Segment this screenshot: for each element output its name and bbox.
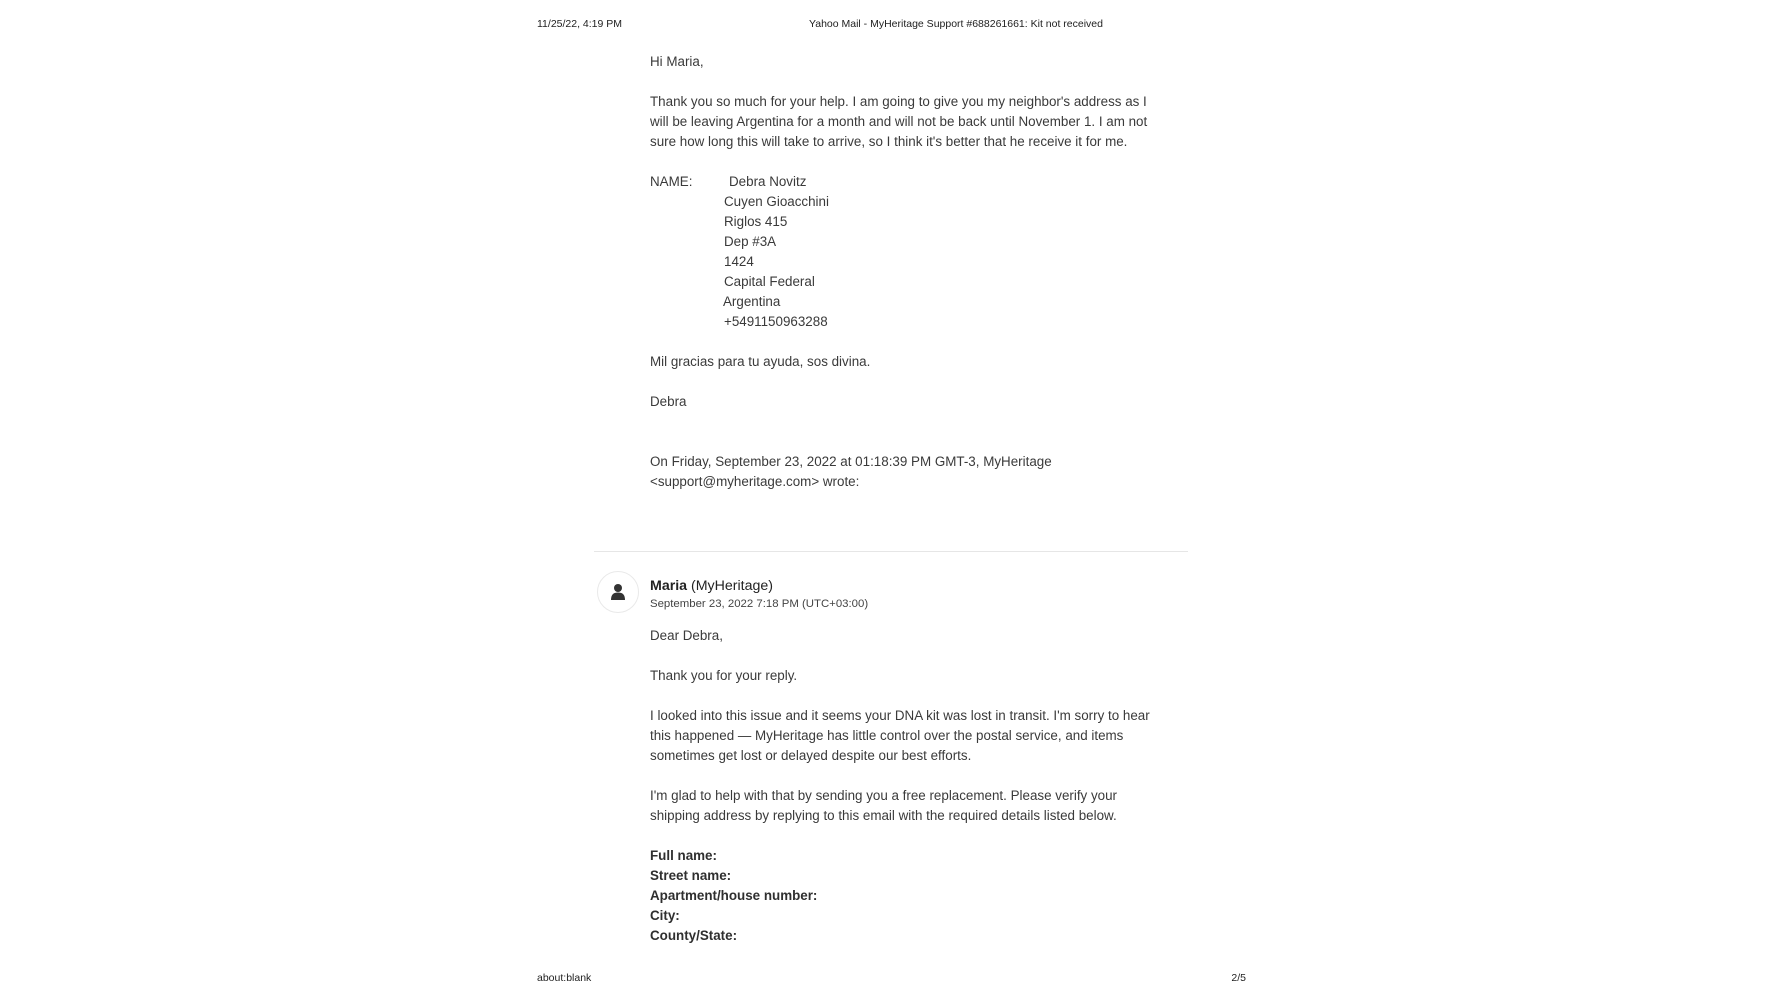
required-field-label: City: <box>650 908 680 923</box>
support-paragraph: Thank you for your reply. <box>650 668 798 683</box>
address-row <box>650 272 1190 292</box>
required-field-label: Street name: <box>650 868 732 883</box>
address-row <box>650 172 1190 192</box>
required-field-label: Apartment/house number: <box>650 888 818 903</box>
address-line: +5491150963288 <box>724 314 828 329</box>
user-icon <box>610 583 626 601</box>
message-divider <box>594 551 1188 552</box>
reply-paragraph-line: will be leaving Argentina for a month and will not be back until November 1. I am not <box>650 114 1148 129</box>
avatar <box>597 571 639 613</box>
support-paragraph-line: this happened — MyHeritage has little control over the postal service, and items <box>650 728 1124 743</box>
address-row <box>650 212 1190 232</box>
print-header <box>537 18 1246 32</box>
reply-message <box>650 52 1190 492</box>
print-url: about:blank <box>537 972 592 984</box>
address-line: Argentina <box>723 294 781 309</box>
print-footer <box>537 972 1246 986</box>
message-date: September 23, 2022 7:18 PM (UTC+03:00) <box>650 598 869 610</box>
address-line: Debra Novitz <box>729 174 807 189</box>
address-row <box>650 192 1190 212</box>
support-paragraph-line: shipping address by replying to this email with the required details listed below. <box>650 808 1117 823</box>
support-paragraph-line: I looked into this issue and it seems your DNA kit was lost in transit. I'm sorry to hear <box>650 708 1150 723</box>
support-paragraph-line: sometimes get lost or delayed despite our best efforts. <box>650 748 972 763</box>
address-row <box>650 312 1190 332</box>
required-field-label: County/State: <box>650 928 738 943</box>
required-field-label: Full name: <box>650 848 717 863</box>
address-row <box>650 252 1190 272</box>
address-line: Cuyen Gioacchini <box>724 194 829 209</box>
address-line: 1424 <box>724 254 754 269</box>
address-label: NAME: <box>650 174 693 189</box>
sender-org: (MyHeritage) <box>691 578 774 594</box>
reply-thanks: Mil gracias para tu ayuda, sos divina. <box>650 354 871 369</box>
quote-attribution-line: On Friday, September 23, 2022 at 01:18:39 PM GMT-3, MyHeritage <box>650 454 1052 469</box>
address-row <box>650 232 1190 252</box>
reply-greeting: Hi Maria, <box>650 54 704 69</box>
support-message-body <box>650 626 1190 946</box>
address-line: Riglos 415 <box>724 214 788 229</box>
reply-signature: Debra <box>650 394 687 409</box>
support-paragraph-line: I'm glad to help with that by sending you a free replacement. Please verify your <box>650 788 1118 803</box>
sender-name: Maria <box>650 578 688 594</box>
reply-paragraph-line: Thank you so much for your help. I am going to give you my neighbor's address as I <box>650 94 1147 109</box>
print-title: Yahoo Mail - MyHeritage Support #688261661: Kit not received <box>809 18 1103 30</box>
address-line: Capital Federal <box>724 274 815 289</box>
print-datetime: 11/25/22, 4:19 PM <box>537 18 623 30</box>
page-number: 2/5 <box>1231 972 1246 984</box>
reply-paragraph-line: sure how long this will take to arrive, so I think it's better that he receive it for me. <box>650 134 1128 149</box>
quote-attribution-line: <support@myheritage.com> wrote: <box>650 474 860 489</box>
sender <box>650 578 773 594</box>
address-row <box>650 292 1190 312</box>
address-line: Dep #3A <box>724 234 777 249</box>
support-greeting: Dear Debra, <box>650 628 723 643</box>
